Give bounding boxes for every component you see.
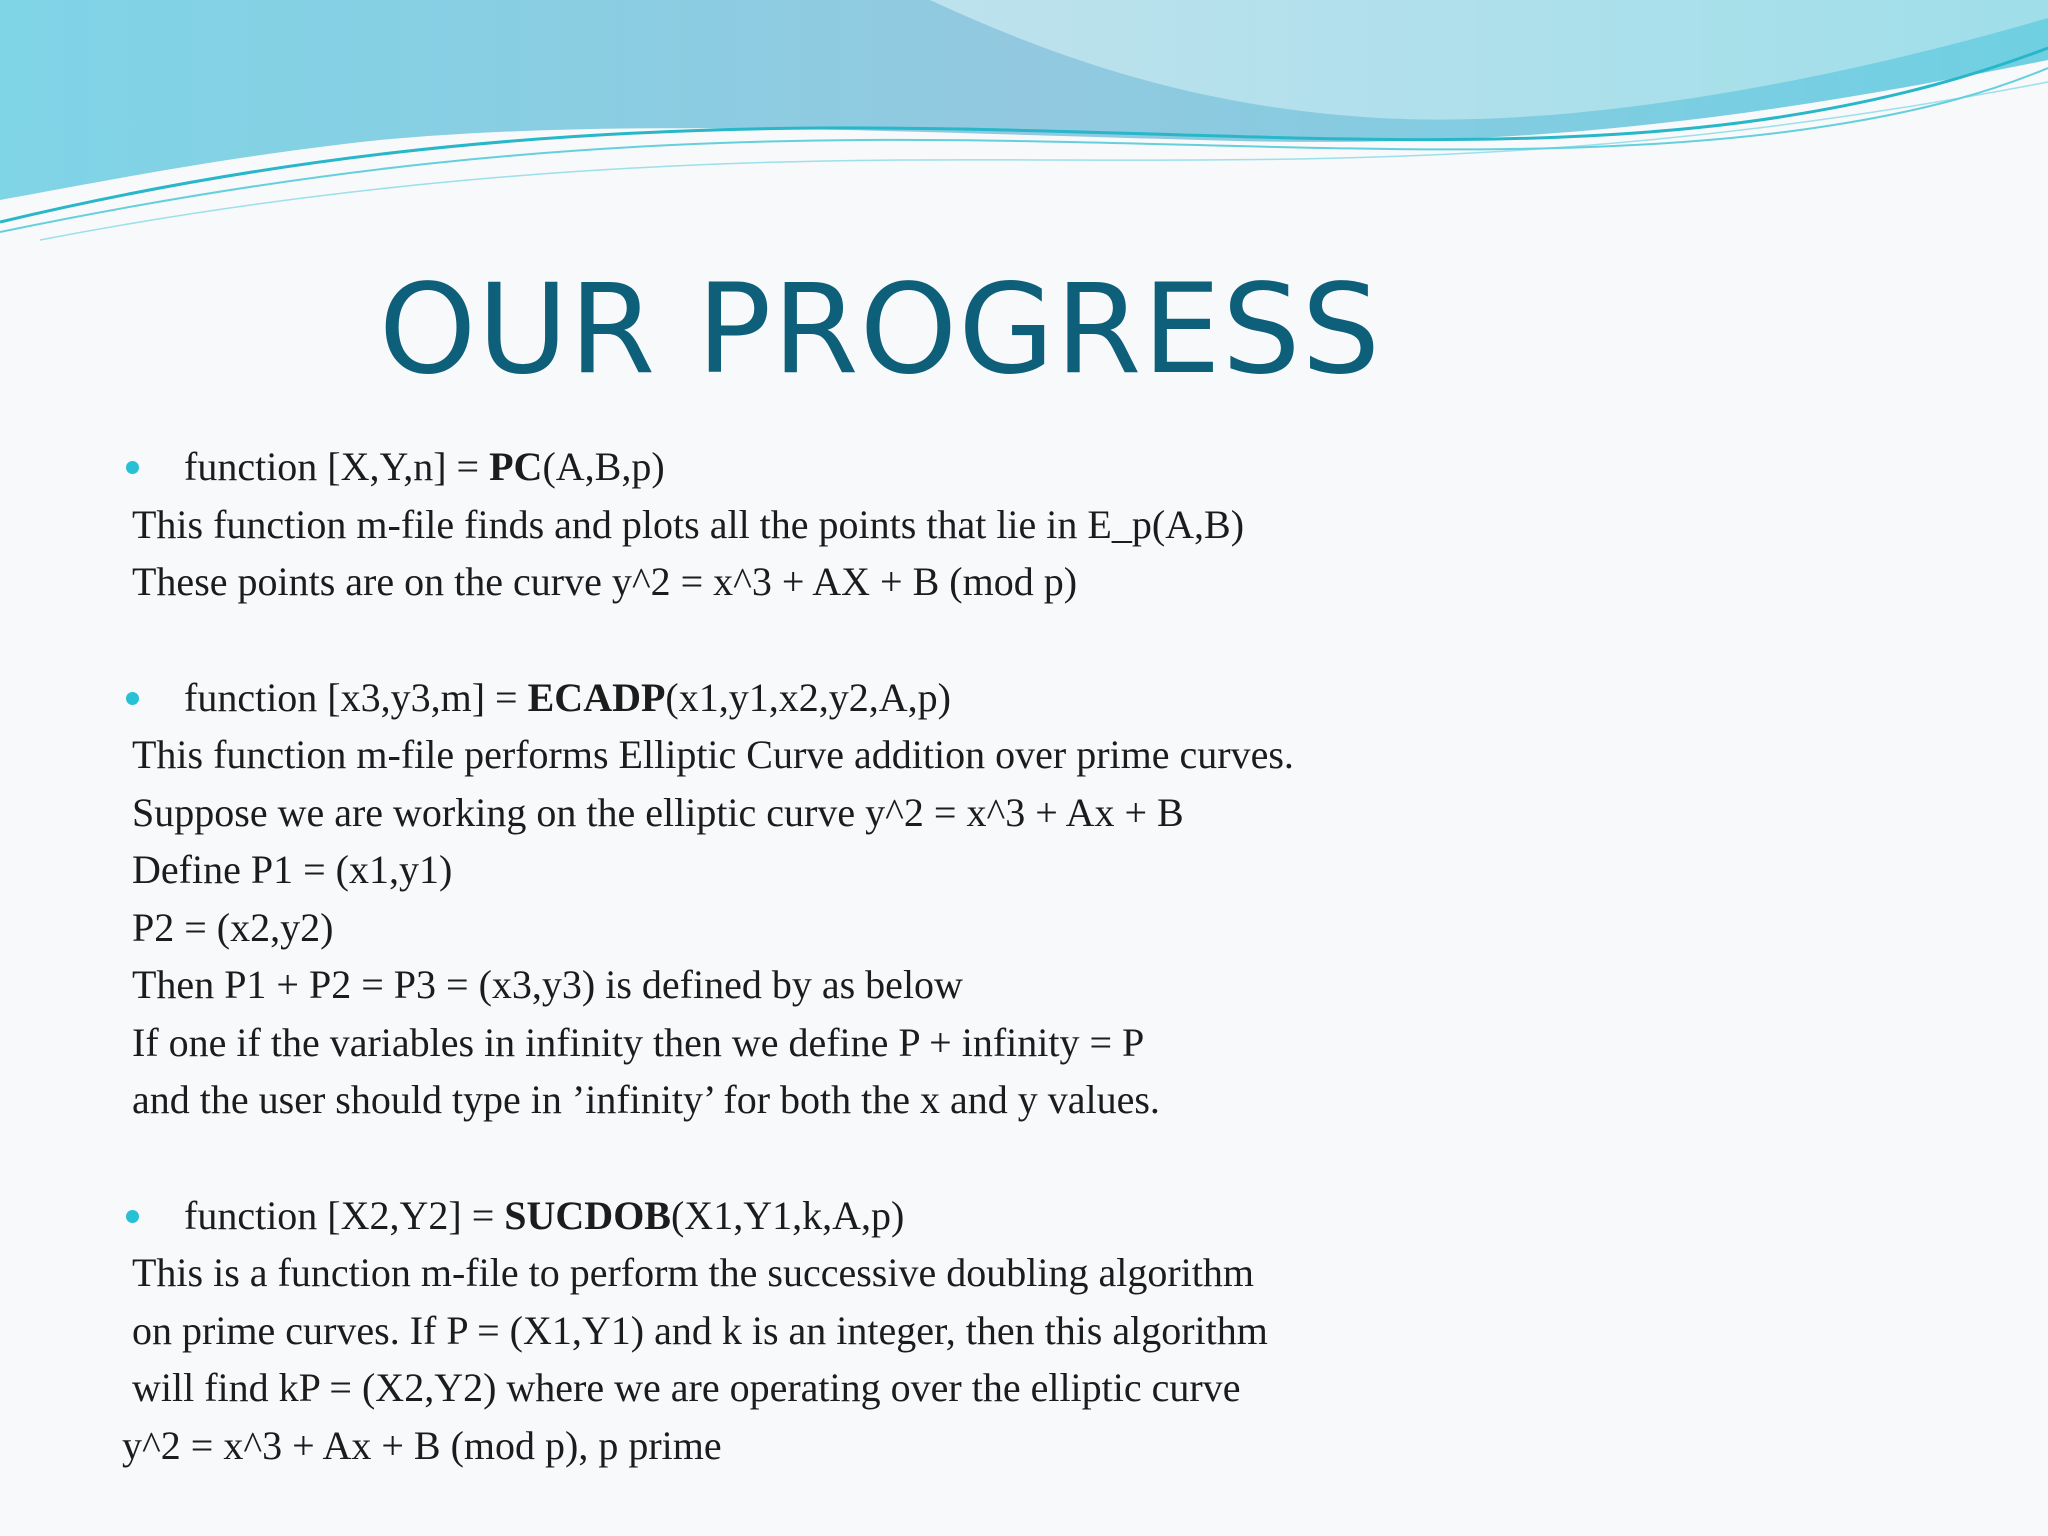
bullet-dot: [126, 692, 139, 705]
description-line: and the user should type in ’infinity’ for both the x and y values.: [132, 1077, 1160, 1122]
description-line: will find kP = (X2,Y2) where we are operating over the elliptic curve: [132, 1365, 1241, 1410]
signature-prefix: function [X2,Y2] =: [184, 1192, 505, 1238]
function-name: PC: [489, 444, 543, 489]
description-line: on prime curves. If P = (X1,Y1) and k is an integer, then this algorithm: [132, 1307, 1268, 1353]
bullet-dot: [126, 461, 139, 474]
section-sucdob: [120, 1187, 1980, 1475]
function-name: ECADP: [527, 674, 666, 720]
description-line: Suppose we are working on the elliptic curve y^2 = x^3 + Ax + B: [132, 789, 1184, 835]
description-line: y^2 = x^3 + Ax + B (mod p), p prime: [122, 1422, 722, 1468]
signature-params: (X1,Y1,k,A,p): [670, 1192, 905, 1238]
description-line: If one if the variables in infinity then we define P + infinity = P: [132, 1019, 1145, 1065]
signature-prefix: function [x3,y3,m] =: [184, 674, 528, 720]
function-name: SUCDOB: [504, 1192, 671, 1238]
section-ecadp: [120, 669, 1980, 1129]
bullet-dot: [126, 1210, 139, 1223]
signature-params: (x1,y1,x2,y2,A,p): [665, 674, 951, 720]
description-line: Then P1 + P2 = P3 = (x3,y3) is defined by as below: [132, 962, 963, 1007]
signature-prefix: function [X,Y,n] =: [184, 444, 490, 489]
description-line: This function m-file performs Elliptic Curve addition over prime curves.: [132, 732, 1294, 777]
signature-params: (A,B,p): [542, 444, 665, 489]
section-pc: [120, 438, 1980, 611]
description-line: This is a function m-file to perform the successive doubling algorithm: [132, 1250, 1254, 1295]
slide-content: [120, 438, 1980, 1532]
description-line: These points are on the curve y^2 = x^3 + AX + B (mod p): [132, 559, 1078, 604]
function-signature-pc: [120, 438, 1980, 496]
header-wave-decoration: [0, 0, 2048, 260]
function-signature-sucdob: [120, 1187, 1980, 1245]
description-line: P2 = (x2,y2): [132, 904, 334, 950]
function-signature-ecadp: [120, 669, 1980, 727]
description-line: This function m-file finds and plots all the points that lie in E_p(A,B): [132, 501, 1245, 547]
description-line: Define P1 = (x1,y1): [132, 847, 453, 892]
slide-title: OUR PROGRESS: [378, 258, 1382, 402]
